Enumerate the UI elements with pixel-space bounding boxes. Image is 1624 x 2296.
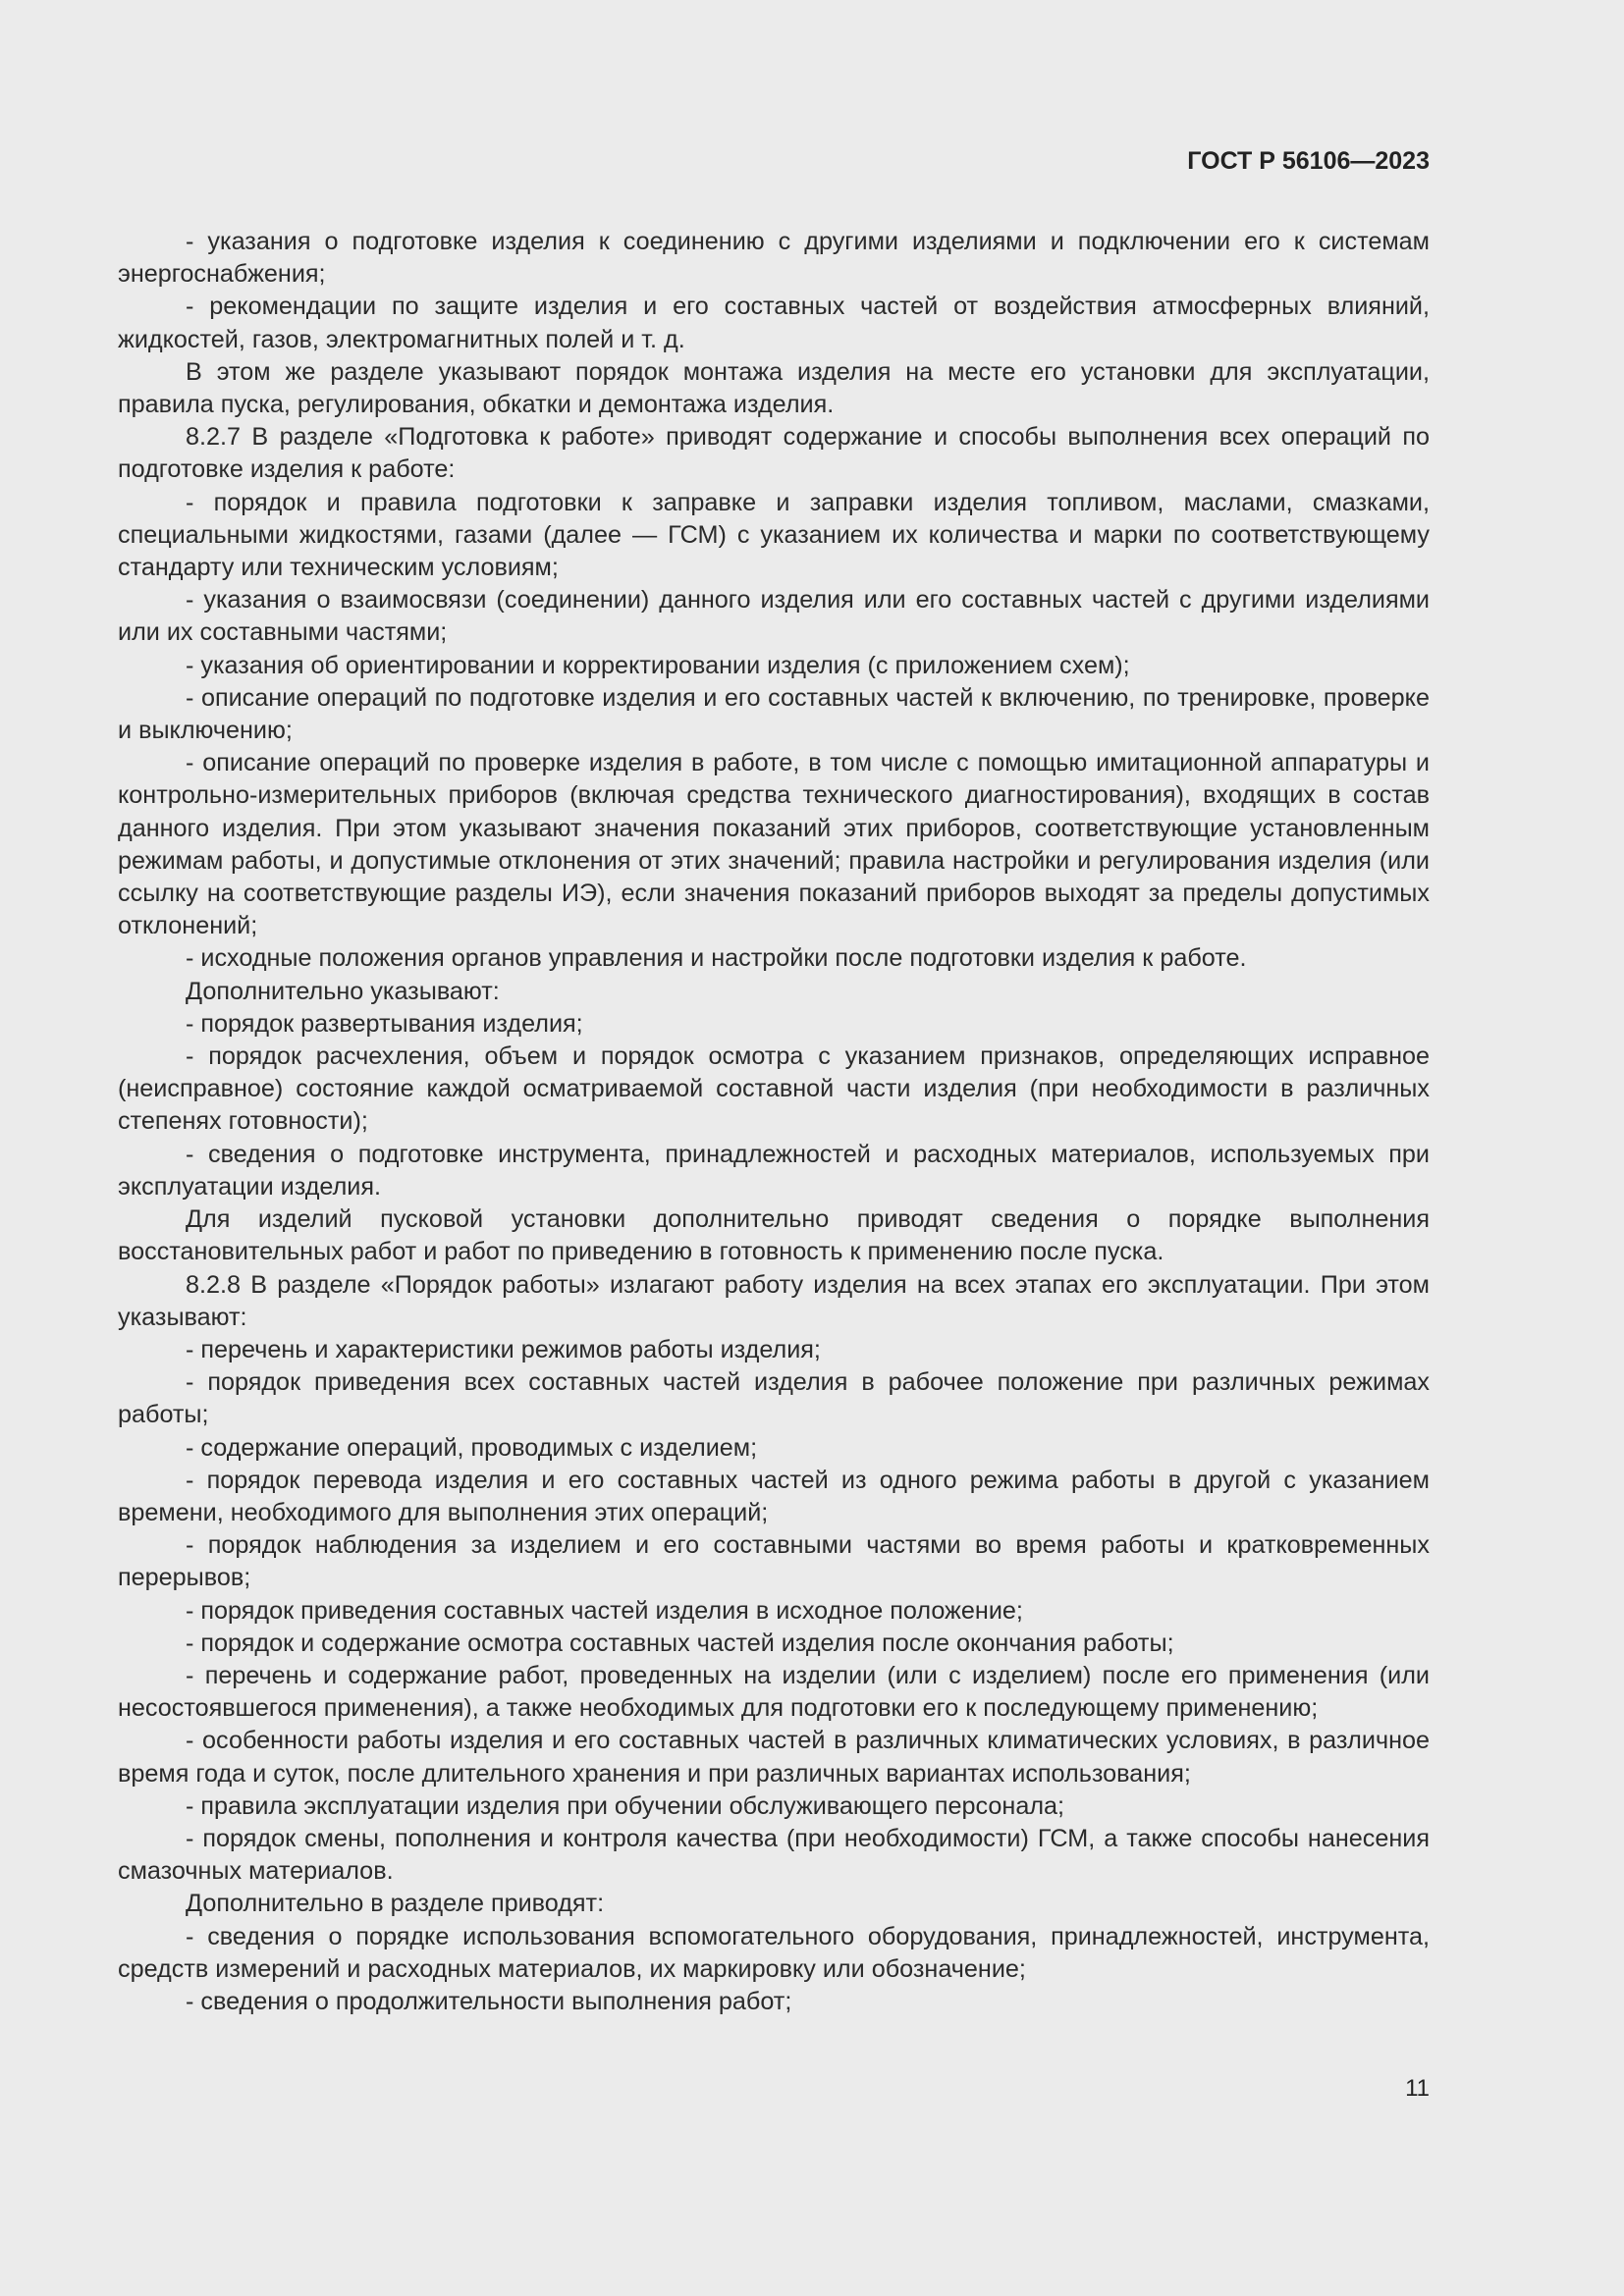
paragraph: - порядок и правила подготовки к заправке и заправки изделия топливом, маслами, смазками, специальными жидкостями, газами (далее — ГСМ) с указанием их количества и марки по соответствующему стандарту или техническим условиям; xyxy=(118,488,1430,582)
paragraph: - порядок наблюдения за изделием и его составными частями во время работы и кратковременных перерывов; xyxy=(118,1531,1430,1592)
paragraph: - порядок приведения всех составных частей изделия в рабочее положение при различных режимах работы; xyxy=(118,1368,1430,1429)
paragraph: - описание операций по подготовке изделия и его составных частей к включению, по тренировке, проверке и выключению; xyxy=(118,683,1430,745)
paragraph: - сведения о подготовке инструмента, принадлежностей и расходных материалов, используемых при эксплуатации изделия. xyxy=(118,1140,1430,1201)
paragraph: - порядок и содержание осмотра составных частей изделия после окончания работы; xyxy=(186,1629,1174,1657)
paragraph: - порядок расчехления, объем и порядок осмотра с указанием признаков, определяющих исправное (неисправное) состояние каждой осматриваемой составной части изделия (при необходимости в различных степенях готовности); xyxy=(118,1042,1430,1136)
paragraph: Дополнительно указывают: xyxy=(186,977,500,1005)
paragraph: - особенности работы изделия и его составных частей в различных климатических условиях, в различное время года и суток, после длительного хранения и при различных вариантах использования; xyxy=(118,1727,1430,1788)
paragraph: - рекомендации по защите изделия и его составных частей от воздействия атмосферных влияний, жидкостей, газов, электромагнитных полей и т. д. xyxy=(118,293,1430,353)
paragraph: Дополнительно в разделе приводят: xyxy=(186,1890,605,1918)
document-code-header: ГОСТ Р 56106—2023 xyxy=(1187,147,1430,175)
section-8-2-7: 8.2.7 В разделе «Подготовка к работе» приводят содержание и способы выполнения всех операций по подготовке изделия к работе: xyxy=(118,423,1430,484)
paragraph: - указания об ориентировании и корректировании изделия (с приложением схем); xyxy=(186,651,1130,679)
paragraph: В этом же разделе указывают порядок монтажа изделия на месте его установки для эксплуатации, правила пуска, регулирования, обкатки и демонтажа изделия. xyxy=(118,357,1430,419)
paragraph: - сведения о порядке использования вспомогательного оборудования, принадлежностей, инструмента, средств измерений и расходных материалов, их маркировку или обозначение; xyxy=(118,1922,1430,1983)
document-body xyxy=(118,226,1430,2018)
paragraph: - перечень и содержание работ, проведенных на изделии (или с изделием) после его применения (или несостоявшегося применения), а также необходимых для подготовки его к последующему применению; xyxy=(118,1661,1430,1723)
paragraph: - порядок перевода изделия и его составных частей из одного режима работы в другой с указанием времени, необходимого для выполнения этих операций; xyxy=(118,1466,1430,1526)
section-8-2-8: 8.2.8 В разделе «Порядок работы» излагают работу изделия на всех этапах его эксплуатации. При этом указывают: xyxy=(118,1270,1430,1331)
paragraph: - содержание операций, проводимых с изделием; xyxy=(186,1433,758,1462)
paragraph: - правила эксплуатации изделия при обучении обслуживающего персонала; xyxy=(186,1791,1065,1820)
paragraph: - исходные положения органов управления и настройки после подготовки изделия к работе. xyxy=(186,944,1247,973)
paragraph: - описание операций по проверке изделия в работе, в том числе с помощью имитационной аппаратуры и контрольно-измерительных приборов (включая средства технического диагностирования), входящих в состав данного изделия. При этом указывают значения показаний этих приборов, соответствующие установленным режимам работы, и допустимые отклонения от этих значений; правила настройки и регулирования изделия (или ссылку на соответствующие разделы ИЭ), если значения показаний приборов выходят за пределы допустимых отклонений; xyxy=(118,749,1430,940)
page-number: 11 xyxy=(1405,2075,1430,2102)
paragraph: - перечень и характеристики режимов работы изделия; xyxy=(186,1335,821,1363)
paragraph: - порядок приведения составных частей изделия в исходное положение; xyxy=(186,1596,1023,1625)
paragraph: - указания о подготовке изделия к соединению с другими изделиями и подключении его к системам энергоснабжения; xyxy=(118,228,1430,289)
paragraph: - сведения о продолжительности выполнения работ; xyxy=(186,1987,792,2015)
paragraph: - порядок развертывания изделия; xyxy=(186,1009,583,1038)
paragraph: Для изделий пусковой установки дополнительно приводят сведения о порядке выполнения восстановительных работ и работ по приведению в готовность к применению после пуска. xyxy=(118,1205,1430,1266)
paragraph: - порядок смены, пополнения и контроля качества (при необходимости) ГСМ, а также способы нанесения смазочных материалов. xyxy=(118,1824,1430,1886)
paragraph: - указания о взаимосвязи (соединении) данного изделия или его составных частей с другими изделиями или их составными частями; xyxy=(118,586,1430,647)
